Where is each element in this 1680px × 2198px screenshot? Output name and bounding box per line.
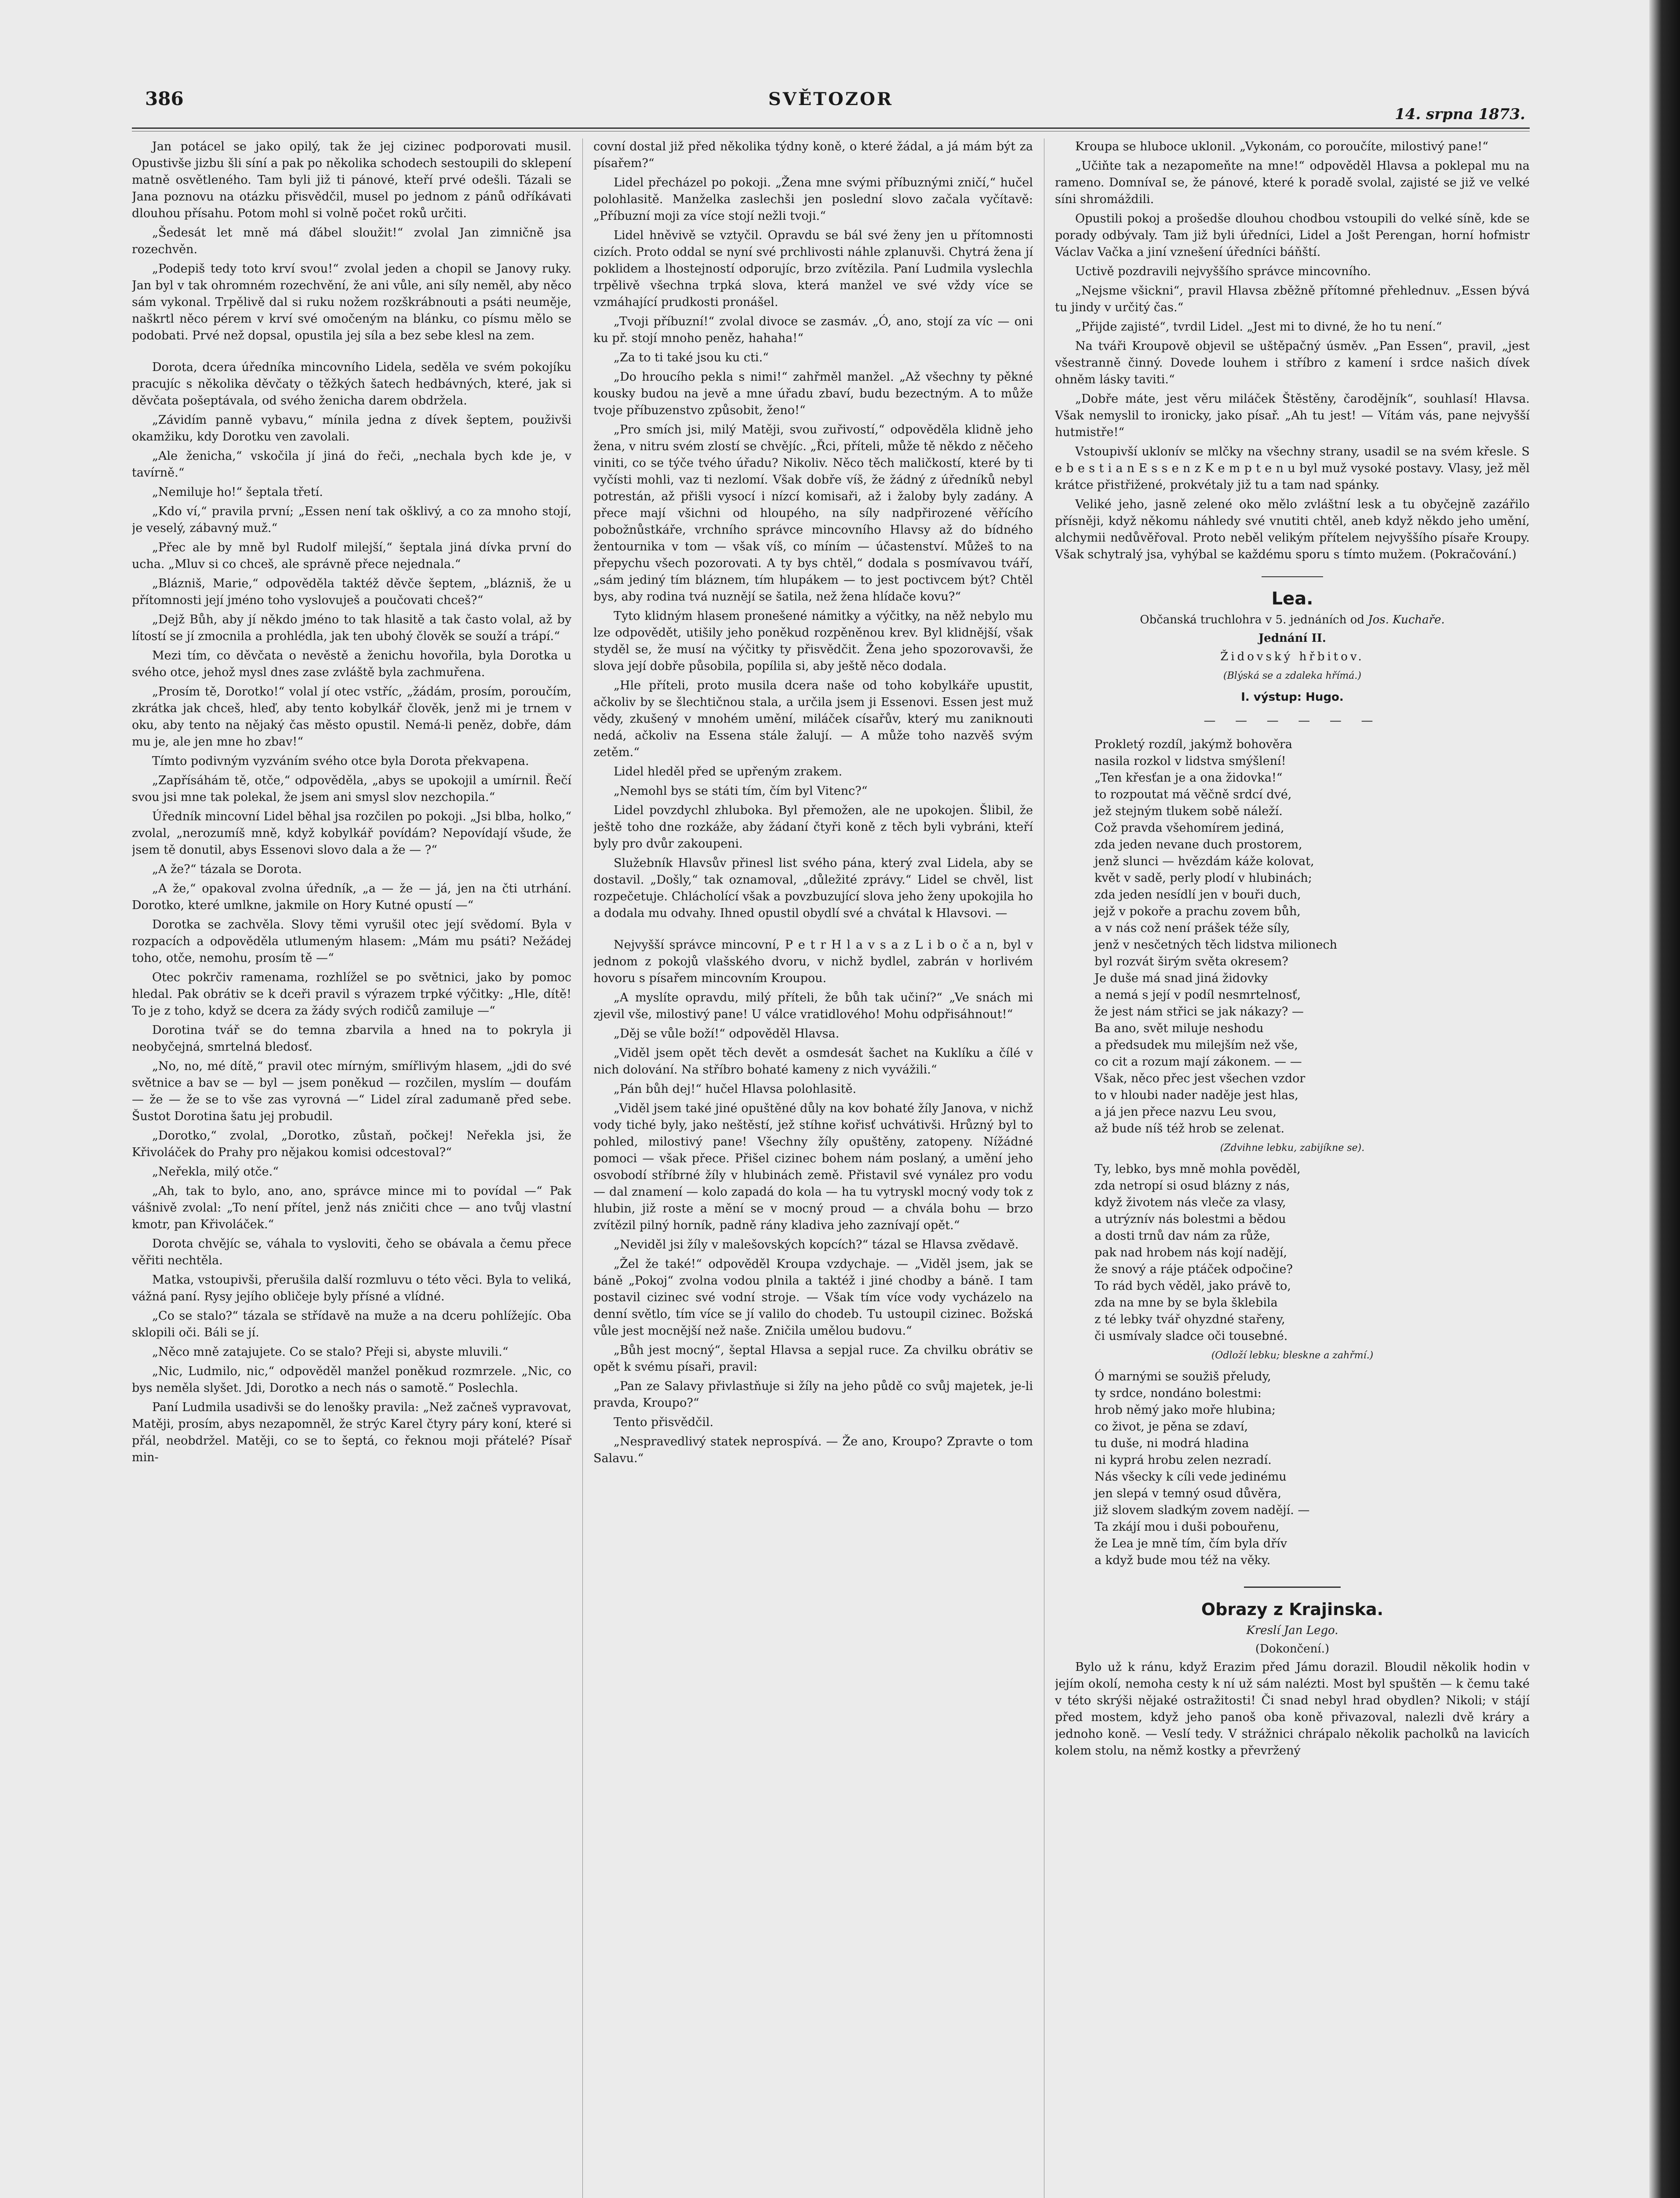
column-2 — [593, 138, 1033, 2198]
play-author: Jos. Kuchaře. — [1368, 613, 1445, 626]
verse-line: Je duše má snad jiná židovky — [1095, 972, 1268, 985]
verse-line: co cit a rozum mají zákonem. — — — [1095, 1055, 1302, 1069]
page-number: 386 — [145, 88, 184, 109]
section-rule — [1244, 1587, 1341, 1588]
verse-line: a já jen přece nazvu Leu svou, — [1095, 1105, 1277, 1119]
verse-line: ni kyprá hrobu zelen nezradí. — [1095, 1453, 1272, 1467]
paragraph: Paní Ludmila usadivši se do lenošky pravila: „Než začneš vypravovat, Matěji, prosím, abys nezapomněl, že strýc Karel čtyry páry koní, které si přál, neobdržel. Matěji, co se to šeptá, co řeknou moji přátelé? Písař min- — [132, 1401, 571, 1464]
paragraph: „Hle příteli, proto musila dcera naše od toho kobylkáře upustit, ačkoliv by se šlechtičnou stala, a určila jsem ji Essenovi. Essen jest muž vědy, zkušený v mnohém umění, miláček císařův, který mu zaniknouti nedá, ačkoliv na Essena stále žalují. — A může toho nazvěš svým zetěm.“ — [593, 679, 1033, 759]
verse-line: byl rozvát širým světa okresem? — [1095, 955, 1288, 968]
play-appearance: I. výstup: Hugo. — [1241, 691, 1344, 704]
paragraph: „Co se stalo?“ tázala se střídavě na muže a na dceru pohlížejíc. Oba sklopili oči. Báli se jí. — [132, 1309, 571, 1339]
verse-line: To rád bych věděl, jako právě to, — [1095, 1279, 1291, 1293]
verse-line: Však, něco přec jest všechen vzdor — [1095, 1072, 1305, 1085]
paragraph: „A myslíte opravdu, milý příteli, že bůh tak učiní?“ „Ve snách mi zjevil vše, milostivý pane! U válce vratidlového! Mohu odpřisáhnout!“ — [593, 991, 1033, 1021]
paragraph: Lidel přecházel po pokoji. „Žena mne svými příbuznými zničí,“ hučel polohlasitě. Manželka zaslechši jen poslední slovo začala vyčítavě: „Příbuzní moji za více stojí nežli tvoji.“ — [593, 176, 1033, 223]
verse-line: jen slepá v temný osud důvěra, — [1095, 1487, 1282, 1500]
verse-stanza-2 — [1055, 1161, 1530, 1345]
play-subtitle — [1055, 611, 1530, 628]
paragraph: Tento přisvědčil. — [614, 1416, 714, 1429]
paragraph: „Prosím tě, Dorotko!“ volal jí otec vstříc, „žádám, prosím, poroučím, zkrátka jak chceš, hleď, aby tento kobylkář člověk, jenž mi je trnem v oku, aby tento na nějaký čas město opustil. Nemá-li peněz, dobře, dám mu je, ale jen mne ho zbav!“ — [132, 685, 571, 749]
column-1 — [132, 138, 571, 2198]
paragraph: „Přijde zajisté“, tvrdil Lidel. „Jest mi to divné, že ho tu není.“ — [1075, 320, 1442, 334]
verse-line: zda jeden nesídlí jen v bouři duch, — [1095, 888, 1301, 902]
verse-line: jenž v nesčetných těch lidstva milionech — [1095, 938, 1338, 952]
paragraph: Mezi tím, co děvčata o nevěstě a ženichu hovořila, byla Dorotka u svého otce, jehož mysl dnes zase zvláště byla zachmuřena. — [132, 649, 571, 679]
paragraph: „Viděl jsem také jiné opuštěné důly na kov bohaté žíly Janova, v nichž vody tiché byly, jako neštěstí, jež stíhne kořisť uchvátivši. Hrůzný byl to pohled, milostivý pane! Všechny žíly opuštěny, zatopeny. Nížádné pomoci — však přece. Přišel cizinec bohem nám poslaný, a umění jeho osvobodí stříbrné žíly v hlubinách země. Přistavil své vynález pro vodu — dal znamení — kolo zapadá do kola — ha tu vytryskl mocný vody tok z hlubin, již roste a mění se v mocný proud — a chvála bohu — brzo zvítězil pilný horník, padně rány kladiva jeho zaznívají opět.“ — [593, 1102, 1033, 1232]
paragraph: Bylo už k ránu, když Erazim před Jámu dorazil. Bloudil několik hodin v jejím okolí, nemoha cesty k ní už sám nalézti. Most byl spuštěn — k čemu také v této skrýši nějaké ostražitosti! Či snad nebyl hrad obydlen? Nikoli; v stájí před mostem, když jeho panoš oba koně přivazoval, nalezli dvě kráry a jednoho koně. — Veslí tedy. V strážnici chrápalo několik pacholků na lavicích kolem stolu, na němž kostky a převržený — [1055, 1660, 1530, 1758]
paragraph: „Blázniš, Marie,“ odpověděla taktéž děvče šeptem, „blázniš, že u přítomnosti její jméno toho vyslovuješ a poučovati chceš?“ — [132, 577, 571, 607]
verse-line: ty srdce, nondáno bolestmi: — [1095, 1386, 1262, 1400]
paragraph: Tímto podivným vyzváním svého otce byla Dorota překvapena. — [152, 754, 529, 768]
newspaper-page — [132, 84, 1530, 2198]
paragraph: Úředník mincovní Lidel běhal jsa rozčilen po pokoji. „Jsi blba, holko,“ zvolal, „nerozumíš mně, když kobylkář povídám? Nepovídají všude, že jsem tě donutil, abys Essenovi slovo dala a že — ?“ — [132, 810, 571, 857]
section-rule — [1262, 576, 1323, 577]
paragraph: „Nespravedlivý statek neprospívá. — Že ano, Kroupo? Zpravte o tom Salavu.“ — [593, 1435, 1033, 1465]
paragraph: Dorotka se zachvěla. Slovy těmi vyrušil otec její svědomí. Byla v rozpacích a odpověděla utlumeným hlasem: „Mám mu psáti? Nežádej toho, otče, nemohu, prosím tě —“ — [132, 918, 571, 965]
paragraph: Uctivě pozdravili nejvyššího správce mincovního. — [1075, 265, 1371, 278]
paragraph: Opustili pokoj a prošedše dlouhou chodbou vstoupili do velké síně, kde se porady odbývaly. Tam již byli úředníci, Lidel a Jošt Perengan, horní hofmistr Václav Vačka a jiní vznešení úředníci báňští. — [1055, 212, 1530, 259]
article-continued: (Dokončení.) — [1255, 1642, 1330, 1656]
paragraph: „Kdo ví,“ pravila první; „Essen není tak ošklivý, a co za mnoho stojí, je veselý, zábavný muž.“ — [132, 505, 571, 535]
paragraph: Nejvyšší správce mincovní, P e t r H l a v s a z L i b o č a n, byl v jednom z pokojů vlašského dvoru, v nichž bydlel, zabrán v horlivém hovoru s písařem mincovním Kroupou. — [593, 938, 1033, 985]
paragraph: „Viděl jsem opět těch devět a osmdesát šachet na Kuklíku a čílé v nich dolování. Na stříbro bohaté kameny z nich vyvážili.“ — [593, 1046, 1033, 1077]
verse-line: že Lea je mně tím, čím byla dřív — [1095, 1537, 1287, 1550]
paragraph: „Neviděl jsi žíly v malešovských kopcích?“ tázal se Hlavsa zvědavě. — [614, 1238, 1019, 1252]
column-3 — [1055, 138, 1530, 2198]
play-subtitle-text: Občanská truchlohra v 5. jednáních od — [1140, 613, 1365, 626]
paragraph: „Nemohl bys se státi tím, čím byl Vitenc?“ — [614, 784, 868, 798]
paragraph: Dorota chvějíc se, váhala to vysloviti, čeho se obávala a čemu přece věřiti nechtěla. — [132, 1237, 571, 1267]
verse-line: Ba ano, svět miluje neshodu — [1095, 1022, 1264, 1035]
verse-line: to v hloubi nader naděje jest hlas, — [1095, 1088, 1298, 1102]
paragraph: Vstoupivší uklonív se mlčky na všechny strany, usadil se na svém křesle. S e b e s t i a n E s s e n z K e m p t e n u byl muž vysoké postavy. Vlasy, jež měl krátce přistřižené, prokvétaly již tu a tam nad spánky. — [1055, 445, 1530, 492]
verse-line: že snový a ráje ptáček odpočine? — [1095, 1263, 1293, 1276]
paragraph: „Ah, tak to bylo, ano, ano, správce mince mi to povídal —“ Pak vášnivě zvolal: „To není přítel, jenž nás zničiti chce — ano tvůj vlastní kmotr, pan Křivoláček.“ — [132, 1184, 571, 1231]
verse-line: pak nad hrobem nás kojí nadějí, — [1095, 1246, 1287, 1259]
paragraph: Dorotina tvář se do temna zbarvila a hned na to pokryla ji neobyčejná, smrtelná bledosť. — [132, 1023, 571, 1054]
verse-stanza-3 — [1055, 1368, 1530, 1569]
paragraph: Na tváři Kroupově objevil se uštěpačný úsměv. „Pan Essen“, pravil, „jest všestranně činný. Dovede louhem i stříbro z kamení i srdce našich dívek ohněm lásky taviti.“ — [1055, 339, 1530, 386]
dash-line: — — — — — — — [1204, 714, 1381, 728]
article-byline: Kreslí Jan Lego. — [1246, 1624, 1338, 1637]
paragraph: „Děj se vůle boží!“ odpověděl Hlavsa. — [614, 1027, 840, 1041]
paragraph: „Dobře máte, jest věru miláček Štěstěny, čarodějník“, souhlasí! Hlavsa. Však nemyslil to ironicky, jako písař. „Ah tu jest! — Vítám vás, pane nejvyšší hutmistře!“ — [1055, 392, 1530, 439]
paragraph: „Za to ti také jsou ku cti.“ — [614, 351, 769, 364]
paragraph: „No, no, mé dítě,“ pravil otec mírným, smířlivým hlasem, „jdi do své světnice a bav se — byl — jsem poněkud — rozčilen, myslím — doufám — že — že se to vše zas vyrovná —“ Lidel zíral zadumaně před sebe. Šustot Dorotina šatu jej probudil. — [132, 1059, 571, 1123]
verse-line: že jest nám střici se jak nákazy? — — [1095, 1005, 1304, 1019]
masthead: SVĚTOZOR — [768, 89, 894, 109]
verse-stanza-1 — [1055, 736, 1530, 1137]
paragraph: „Závidím panně vybavu,“ mínila jedna z dívek šeptem, použivši okamžiku, kdy Dorotku ven zavolali. — [132, 413, 571, 444]
paragraph: „Ale ženicha,“ vskočila jí jiná do řeči, „nechala bych kde je, v tavírně.“ — [132, 449, 571, 480]
verse-line: a když bude mou též na věky. — [1095, 1554, 1271, 1567]
verse-line: a nemá s její v podíl nesmrtelnosť, — [1095, 988, 1301, 1002]
verse-line: z té lebky tvář ohyzdné stařeny, — [1095, 1313, 1285, 1326]
paragraph: Dorota, dcera úředníka mincovního Lidela, seděla ve svém pokojíku pracujíc s několika děvčaty o těžkých šatech hedbávných, které, jak si děvčata pošeptávala, od svého ženicha darem obdržela. — [132, 360, 571, 408]
verse-line: hrob němý jako moře hlubina; — [1095, 1403, 1276, 1417]
verse-line: zda netropí si osud blázny z nás, — [1095, 1179, 1290, 1193]
paragraph: Veliké jeho, jasně zelené oko mělo zvláštní lesk a tu obyčejně zazářilo přísněji, když někomu náhledy své vnutiti chtěl, aneb když někdo jeho umění, alchymii nedůvěřoval. Proto neběl velikým přítelem nejvyššího písaře Kroupy. Však schytralý jsa, vyhýbal se každému sporu s tímto mužem. (Pokračování.) — [1055, 498, 1530, 561]
stage-direction: (Blýská se a zdaleka hřímá.) — [1223, 670, 1361, 681]
verse-line: Nás všecky k cíli vede jedinému — [1095, 1470, 1287, 1484]
paragraph: „Tvoji příbuzní!“ zvolal divoce se zasmáv. „Ó, ano, stojí za víc — oni ku př. stojí mnoho peněz, hahaha!“ — [593, 315, 1033, 345]
paragraph: „Dejž Bůh, aby jí někdo jméno to tak hlasitě a tak často volal, až by lítostí se jí zmocnila a prohlédla, jak ten ubohý člověk se souží a trápí.“ — [132, 613, 571, 643]
verse-line: Ta zkájí mou i duši pobouřenu, — [1095, 1520, 1280, 1534]
play-title: Lea. — [1271, 589, 1313, 609]
verse-line: když životem nás vleče za vlasy, — [1095, 1196, 1286, 1209]
paragraph: Lidel hněvivě se vztyčil. Opravdu se bál své ženy jen u přítomnosti cizích. Proto oddal se nyní své prchlivosti náhle zplanuvši. Chytrá žena jí poklidem a lhostejností odporujíc, brzo zvítězila. Paní Ludmila vyslechla trpělivě všechna trpká slova, která manžel ve své vždy více se vzmáhající prudkosti pronášel. — [593, 229, 1033, 309]
paragraph: Služebník Hlavsův přinesl list svého pána, který zval Lidela, aby se dostavil. „Došly,“ tak oznamoval, „důležité zprávy.“ Lidel se chvěl, list rozpečetuje. Chlácholící však a povzbuzující slova jeho ženy upokojila ho a dodala mu odvahy. Ihned opustil obydlí své a chvátal k Hlavsovi. — — [593, 856, 1033, 920]
verse-line: to rozpoutat má věčně srdcí dvé, — [1095, 788, 1292, 801]
verse-line: a utrýznív nás bolestmi a bědou — [1095, 1212, 1286, 1226]
paragraph: „Něco mně zatajujete. Co se stalo? Přeji si, abyste mluvili.“ — [152, 1345, 509, 1359]
paragraph: Tyto klidným hlasem pronešené námitky a výčitky, na něž nebylo mu lze odpovědět, utišily jeho poněkud rozpěněnou krev. Byl klidnější, však styděl se, že musí na výčitky ty přisvědčit. Žena jeho spozorovavši, že slova její dobře působila, popílila si, aby ještě něco dodala. — [593, 609, 1033, 673]
article-title: Obrazy z Krajinska. — [1201, 1600, 1384, 1619]
column-divider — [582, 138, 583, 2198]
verse-line: Prokletý rozdíl, jakýmž bohověra — [1095, 738, 1293, 751]
stage-direction: (Zdvihne lebku, zabijíkne se). — [1220, 1143, 1365, 1154]
verse-line: nasila rozkol v lidstva smýšlení! — [1095, 754, 1286, 768]
paragraph: „Bůh jest mocný“, šeptal Hlavsa a sepjal ruce. Za chvilku obrátiv se opět k svému písaři, pravil: — [593, 1343, 1033, 1374]
paragraph: Lidel povzdychl zhluboka. Byl přemožen, ale ne upokojen. Šlibil, že ještě toho dne rozkáže, aby žádaní čtyři koně z těch byli vybráni, kteří byly pro dvůr zakoupeni. — [593, 804, 1033, 851]
paragraph: „Šedesát let mně má ďábel sloužit!“ zvolal Jan zimničně jsa rozechvěn. — [132, 226, 571, 256]
verse-line: a dosti trnů dav nám za růže, — [1095, 1229, 1271, 1243]
paragraph: „Dorotko,“ zvolal, „Dorotko, zůstaň, počkej! Neřekla jsi, že Křivoláček do Prahy pro nějakou komisi odcestoval?“ — [132, 1129, 571, 1159]
verse-line: a předsudek mu milejším než vše, — [1095, 1038, 1298, 1052]
verse-line: jenž slunci — hvězdám káže kolovat, — [1095, 855, 1314, 868]
paragraph: „Do hroucího pekla s nimi!“ zahřměl manžel. „Až všechny ty pěkné kousky budou na jevě a mne úřadu zbaví, budu bezectným. A to může tvoje příbuzenstvo způsobit, ženo!“ — [593, 370, 1033, 417]
verse-line: jejž v pokoře a prachu zovem bůh, — [1095, 905, 1301, 918]
paragraph: „Nejsme všickni“, pravil Hlavsa zběžně přítomné přehlednuv. „Essen bývá tu jindy v určitý čas.“ — [1055, 284, 1530, 314]
paragraph: „Pán bůh dej!“ hučel Hlavsa polohlasitě. — [614, 1082, 857, 1096]
verse-line: Ty, lebko, bys mně mohla pověděl, — [1095, 1162, 1301, 1176]
verse-line: zda na mne by se byla šklebila — [1095, 1296, 1278, 1310]
header-rule — [132, 127, 1530, 129]
verse-line: zda jeden nevane duch prostorem, — [1095, 838, 1302, 852]
verse-line: co život, je pěna se zdaví, — [1095, 1420, 1248, 1434]
paragraph: Matka, vstoupivši, přerušila další rozmluvu o této věci. Byla to veliká, vážná paní. Rysy jejího obličeje byly přísné a vlídné. — [132, 1273, 571, 1303]
paragraph: „Nic, Ludmilo, nic,“ odpověděl manžel poněkud rozmrzele. „Nic, co bys neměla slyšet. Jdi, Dorotko a nech nás o samotě.“ Poslechla. — [132, 1365, 571, 1395]
page-header — [132, 84, 1530, 123]
paragraph: „Nemiluje ho!“ šeptala třetí. — [152, 485, 323, 499]
paragraph: Jan potácel se jako opilý, tak že jej cizinec podporovati musil. Opustivše jizbu šli síní a pak po několika schodech sestoupili do sklepení matně osvětleného. Tam byli již ti pánové, kteří prvé odešli. Tázali se Jana poznovu na otázku přisvědčil, musel po jednom z pánů odříkávati dlouhou přísahu. Potom mohl si volně počet roků určiti. — [132, 140, 571, 220]
issue-date: 14. srpna 1873. — [1395, 106, 1525, 123]
paragraph: „Neřekla, milý otče.“ — [152, 1165, 279, 1179]
paragraph: covní dostal již před několika týdny koně, o které žádal, a já mám být za písařem?“ — [593, 140, 1033, 170]
paragraph: „A že?“ tázala se Dorota. — [152, 862, 302, 876]
verse-line: květ v sadě, perly plodí v hlubinách; — [1095, 871, 1312, 885]
paragraph: „Žel že také!“ odpověděl Kroupa vzdychaje. — „Viděl jsem, jak se báně „Pokoj“ zvolna vodou plnila a taktéž i jiné chodby a báně. I tam postavil cizinec své vodní stroje. — Však tím více vody vycházelo na denní světlo, tím více se jí valilo do chodeb. Tu ustoupil cizinec. Božská vůle jest mocnější než naše. Zničila umělou budovu.“ — [593, 1257, 1033, 1338]
verse-line: jež stejným tlukem sobě náleží. — [1095, 804, 1283, 818]
paragraph: „Pro smích jsi, milý Matěji, svou zuřivostí,“ odpověděla klidně jeho žena, v nitru svém zlostí se chvějíc. „Řci, příteli, může tě někdo z něčeho viniti, co se týče tvého úřadu? Nikoliv. Něco těch maličkostí, které by ti vyčísti mohli, vaz ti nezlomí. Však dobře víš, že žádný z úředníků nebyl potrestán, až přišli vysocí i nízcí komisaři, až i žaloby byly zadány. A přece mají všichni od hloupého, na síly nadpřirozené věřícího pobožnůstkáře, vrchního správce mincovního Hlavsy až do bídného žentournika v tom — však víš, co míním — účastenství. Můžeš to na přepychu všech pozorovati. A ty bys chtěl,“ dodala s posmívavou tváří, „sám jediný tím bláznem, tím hlupákem — to jest poctivcem být? Chtěl bys, aby rodina tvá nuznějí se šatila, než žena hlídače kovu?“ — [593, 423, 1033, 604]
paragraph: „A že,“ opakoval zvolna úředník, „a — že — já, jen na čti utrhání. Dorotko, které umlkne, jakmile on Hory Kutné opustí —“ — [132, 882, 571, 912]
verse-line: Ó marnými se soužiš přeludy, — [1095, 1370, 1271, 1383]
paragraph: „Zapřísáhám tě, otče,“ odpověděla, „abys se upokojil a umírnil. Řečí svou jsi mne tak polekal, že jsem ani smysl slov nezchopila.“ — [132, 774, 571, 804]
paragraph: „Přec ale by mně byl Rudolf milejší,“ šeptala jiná dívka první do ucha. „Mluv si co chceš, ale správně přece nejednala.“ — [132, 541, 571, 571]
verse-line: a v nás což není prášek téže síly, — [1095, 921, 1290, 935]
verse-line: či usmívaly sladce oči tousebné. — [1095, 1329, 1288, 1343]
verse-line: „Ten křesťan je a ona židovka!“ — [1095, 771, 1283, 785]
verse-line: již slovem sladkým zovem nadějí. — — [1095, 1503, 1310, 1517]
paragraph: Lidel hleděl před se upřeným zrakem. — [614, 765, 843, 779]
paragraph: Otec pokrčiv ramenama, rozhlížel se po světnici, jako by pomoc hledal. Pak obrátiv se k dceři pravil s výrazem trpké výčitky: „Hle, dítě! To je z toho, když se dcera za žády svých rodičů zamiluje —“ — [132, 971, 571, 1018]
verse-line: tu duše, ni modrá hladina — [1095, 1437, 1249, 1450]
paragraph: „Podepiš tedy toto krví svou!“ zvolal jeden a chopil se Janovy ruky. Jan byl v tak ohromném rozechvění, že ani vůle, ani síly neměl, aby něco sám vykonal. Trpělivě dal si ruku nožem rozškrábnouti a psáti neuměje, naškrtl něco pérem v krví své omočeným na blánku, co písmu mělo se podobati. Prvé než dopsal, opustila jej síla a bez sebe klesl na zem. — [132, 262, 571, 342]
verse-line: Což pravda všehomírem jediná, — [1095, 821, 1284, 835]
scan-edge — [1649, 0, 1680, 2198]
paragraph: „Učiňte tak a nezapomeňte na mne!“ odpověděl Hlavsa a poklepal mu na rameno. DomnívaI se, že pánové, které k poradě svolal, zajisté se již ve velké síni shromáždili. — [1055, 159, 1530, 206]
paragraph: „Pan ze Salavy přivlastňuje si žíly na jeho půdě co svůj majetek, je-li pravda, Kroupo?“ — [593, 1379, 1033, 1410]
play-act: Jednání II. — [1258, 632, 1326, 645]
verse-line: až bude níš též hrob se zelenat. — [1095, 1122, 1285, 1135]
paragraph: Kroupa se hluboce uklonil. „Vykonám, co poroučíte, milostivý pane!“ — [1075, 140, 1489, 153]
play-scene-place: Židovský hřbitov. — [1220, 650, 1364, 663]
stage-direction: (Odloží lebku; bleskne a zahřmí.) — [1211, 1350, 1374, 1361]
